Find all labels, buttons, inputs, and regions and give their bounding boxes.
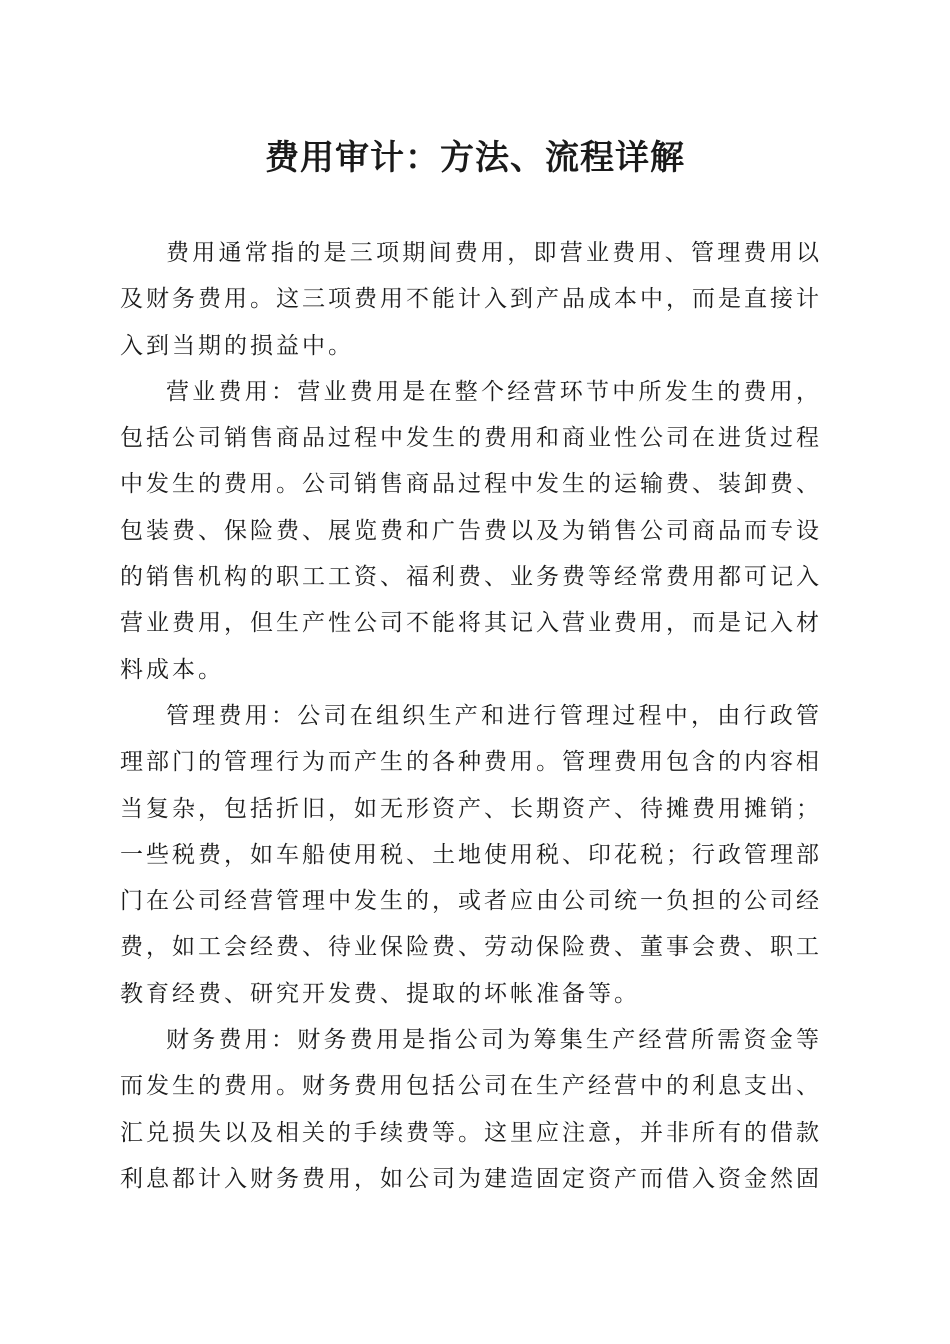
paragraph-financial-expenses: 财务费用：财务费用是指公司为筹集生产经营所需资金等而发生的费用。财务费用包括公司在生产经营中的利息支出、汇兑损失以及相关的手续费等。这里应注意，并非所有的借款利息都计入财务费用，如公司为建造固定资产而借入资金然固 [120, 1027, 822, 1192]
document-title: 费用审计：方法、流程详解 [265, 138, 685, 178]
paragraph-intro: 费用通常指的是三项期间费用，即营业费用、管理费用以及财务费用。这三项费用不能计入到产品成本中，而是直接计入到当期的损益中。 [120, 240, 822, 359]
paragraph-operating-expenses: 营业费用：营业费用是在整个经营环节中所发生的费用，包括公司销售商品过程中发生的费用和商业性公司在进货过程中发生的费用。公司销售商品过程中发生的运输费、装卸费、包装费、保险费、展览费和广告费以及为销售公司商品而专设的销售机构的职工工资、福利费、业务费等经常费用都可记入营业费用，但生产性公司不能将其记入营业费用，而是记入材料成本。 [120, 378, 822, 683]
paragraph-management-expenses: 管理费用：公司在组织生产和进行管理过程中，由行政管理部门的管理行为而产生的各种费用。管理费用包含的内容相当复杂，包括折旧，如无形资产、长期资产、待摊费用摊销；一些税费，如车船使用税、土地使用税、印花税；行政管理部门在公司经营管理中发生的，或者应由公司统一负担的公司经费，如工会经费、待业保险费、劳动保险费、董事会费、职工教育经费、研究开发费、提取的坏帐准备等。 [120, 702, 822, 1007]
document-body [120, 230, 822, 1202]
